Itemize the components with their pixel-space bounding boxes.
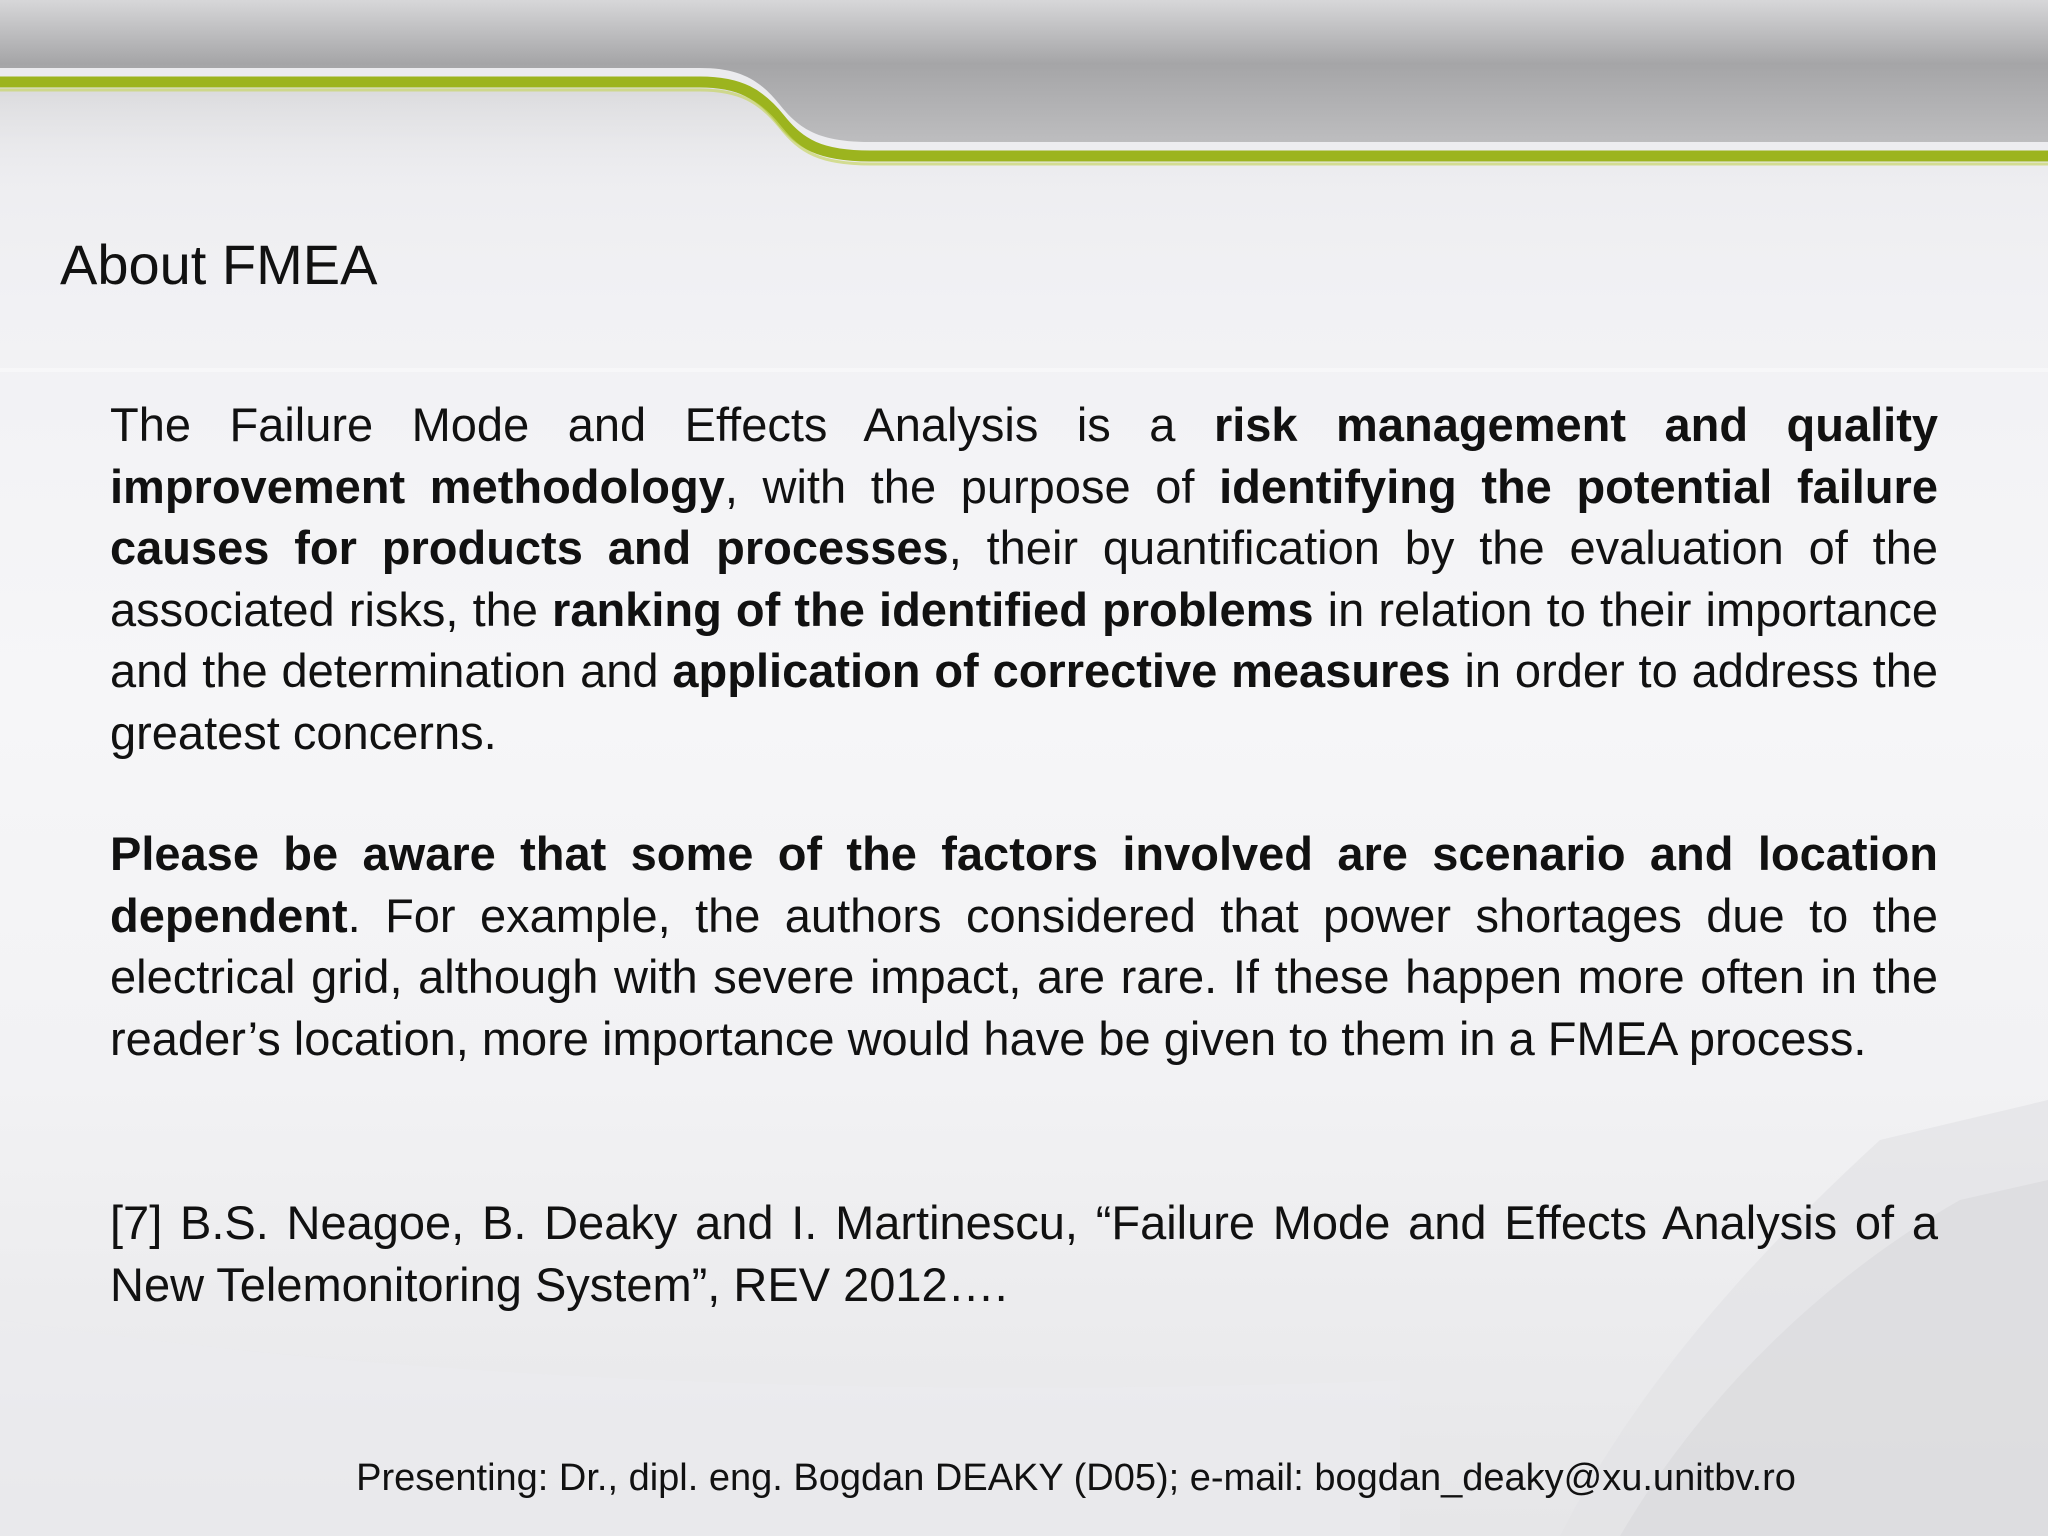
paragraph1-run: ranking of the identified problems (552, 582, 1314, 636)
paragraph2-run: . For example, the authors considered that power shortages due to the electrical grid, although with severe impact, are rare. If these happen more often in the reader’s location, more importance would have be given to them in a FMEA process. (110, 888, 1938, 1065)
paragraph1-run: in relation to their importance and the determination and (110, 582, 1939, 697)
paragraph1-run: , their quantification by the evaluation of the associated risks, the (110, 521, 1938, 636)
location-dependence-paragraph (110, 823, 1938, 1069)
reference-citation: [7] B.S. Neagoe, B. Deaky and I. Martinescu, “Failure Mode and Effects Analysis of a New Telemonitoring System”, REV 2012…. (110, 1196, 1938, 1311)
paragraph1-run: risk management and quality improvement methodology (110, 398, 1938, 513)
header-band (0, 0, 2048, 200)
paragraph1-run: , with the purpose of (724, 459, 1220, 513)
paragraph1-run: in order to address the greatest concerns. (110, 644, 1938, 759)
presenter-footer (0, 1457, 2048, 1500)
paragraph1-run: identifying the potential failure causes for products and processes (110, 459, 1938, 574)
paragraph2-run: Please be aware that some of the factors involved are scenario and location dependent (110, 827, 1938, 942)
slide-title: About FMEA (60, 233, 378, 296)
fmea-definition-paragraph (110, 394, 1938, 763)
paragraph1-run: The Failure Mode and Effects Analysis is a (110, 398, 1214, 451)
presenter-footer-text: Presenting: Dr., dipl. eng. Bogdan DEAKY (D05); e-mail: bogdan_deaky@xu.unitbv.ro (356, 1457, 1796, 1499)
paragraph1-run: application of corrective measures (672, 644, 1451, 697)
